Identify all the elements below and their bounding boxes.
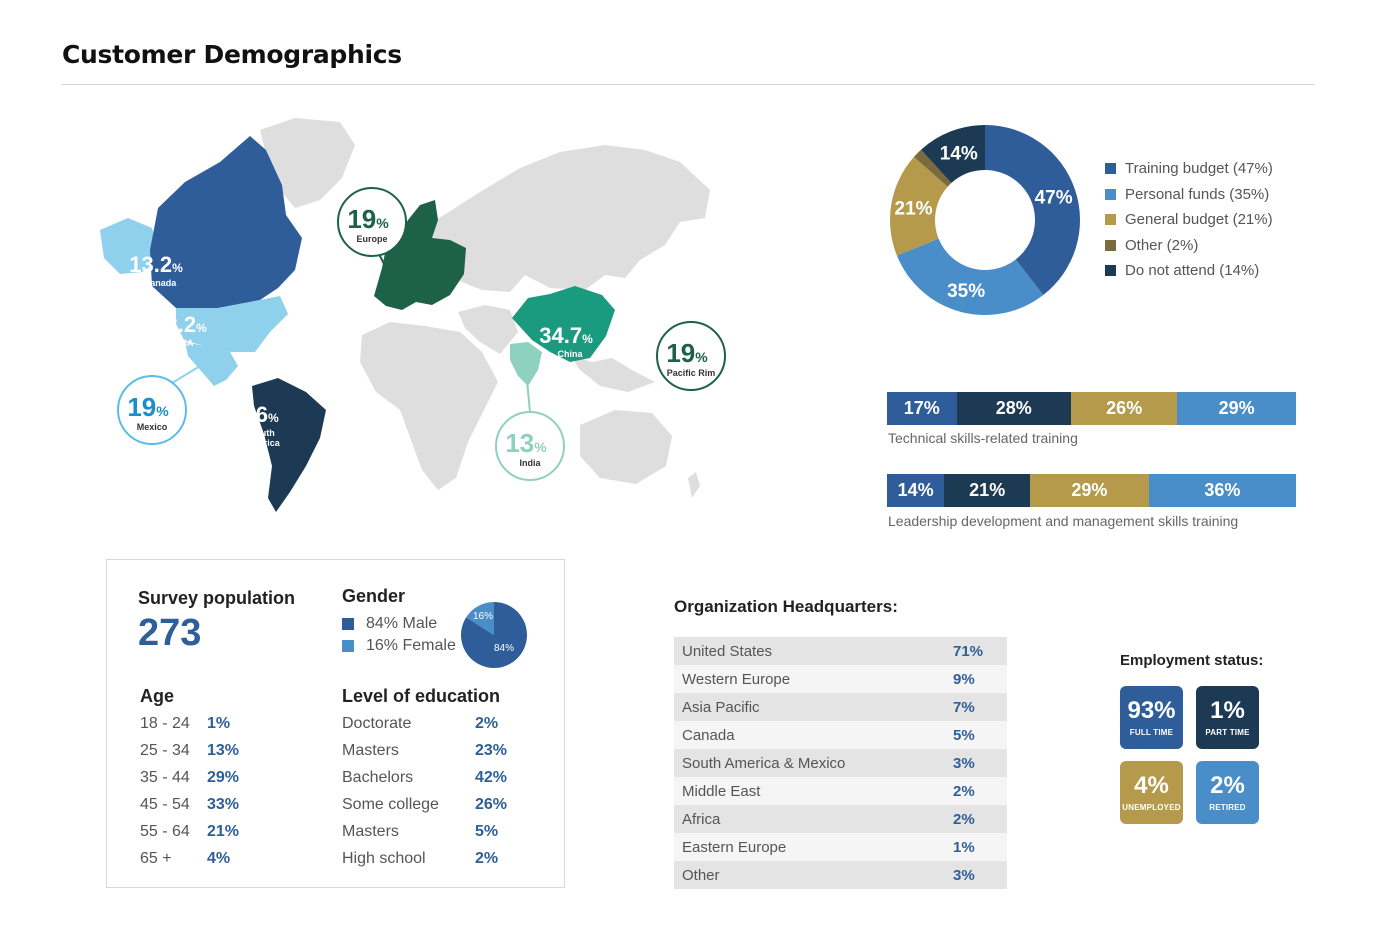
map-value-label: 7.6%: [237, 402, 279, 427]
employment-tile: [1120, 686, 1183, 749]
hq-region: Asia Pacific: [682, 698, 760, 716]
world-map: [80, 100, 760, 530]
map-value-label: 72.2%: [153, 312, 207, 337]
employment-label: RETIRED: [1209, 803, 1246, 812]
employment-value: 2%: [1210, 772, 1245, 799]
table-row: [674, 833, 1007, 861]
map-value-label: 19%: [347, 204, 389, 234]
table-row: [674, 665, 1007, 693]
stacked-bar-technical: [887, 392, 1296, 425]
legend-item: [1105, 182, 1273, 208]
title-divider: [62, 84, 1314, 85]
gender-row-female: [342, 637, 456, 655]
hq-region: Other: [682, 866, 720, 884]
hq-pct: 2%: [953, 782, 975, 800]
legend-swatch: [1105, 189, 1116, 200]
gender-pie-label: 16%: [472, 611, 494, 622]
hq-region: Western Europe: [682, 670, 791, 688]
age-row: [140, 796, 240, 814]
table-row: [674, 805, 1007, 833]
employment-tile: [1120, 761, 1183, 824]
donut-slice: [897, 239, 1043, 315]
legend-label: Do not attend (14%): [1125, 262, 1260, 280]
hq-pct: 2%: [953, 810, 975, 828]
hq-pct: 3%: [953, 754, 975, 772]
map-value-label: 19%: [666, 338, 708, 368]
age-row: [140, 715, 231, 733]
gender-title: Gender: [342, 586, 406, 606]
table-row: [674, 693, 1007, 721]
stacked-bar-segment: 21%: [944, 474, 1030, 507]
age-row: [140, 823, 240, 841]
gender-label: Male: [402, 615, 438, 632]
gender-row-male: [342, 615, 437, 633]
age-row: [140, 769, 240, 787]
hq-pct: 1%: [953, 838, 975, 856]
map-region-label: USA: [174, 338, 194, 348]
age-range: 35 - 44: [140, 769, 190, 786]
employment-label: UNEMPLOYED: [1122, 803, 1181, 812]
donut-slice-label: 47%: [1034, 187, 1073, 209]
map-value-label: 13.2%: [129, 252, 183, 277]
stacked-bar-segment: 29%: [1177, 392, 1296, 425]
land-australia: [580, 410, 672, 484]
donut-legend: [1105, 156, 1273, 284]
legend-item: [1105, 207, 1273, 233]
legend-item: [1105, 156, 1273, 182]
legend-label: Training budget (47%): [1125, 160, 1273, 178]
gender-pie-label: 84%: [493, 643, 515, 654]
page-title: Customer Demographics: [62, 40, 402, 69]
legend-label: Personal funds (35%): [1125, 185, 1270, 203]
map-region-label: South America: [244, 428, 280, 448]
stacked-bar-segment: 36%: [1149, 474, 1296, 507]
age-pct: 21%: [207, 823, 240, 840]
age-range: 18 - 24: [140, 715, 190, 732]
education-level: Bachelors: [342, 769, 414, 786]
legend-swatch: [342, 618, 354, 630]
map-region-label: Mexico: [136, 422, 168, 432]
land-se-asia: [570, 355, 655, 392]
map-value-label: 13%: [505, 428, 547, 458]
stacked-bar-segment: 17%: [887, 392, 957, 425]
employment-title: Employment status:: [1120, 652, 1264, 669]
age-pct: 1%: [207, 715, 231, 732]
education-row: [342, 769, 508, 787]
map-region-label: Canada: [143, 278, 177, 288]
education-title: Level of education: [342, 686, 501, 706]
education-level: Doctorate: [342, 715, 412, 732]
land-africa: [360, 322, 498, 490]
education-level: Masters: [342, 742, 399, 759]
education-row: [342, 742, 508, 760]
education-level: Masters: [342, 823, 399, 840]
hq-region: Canada: [682, 726, 735, 744]
hq-pct: 71%: [953, 642, 984, 660]
donut-slice-label: 14%: [939, 143, 978, 165]
hq-pct: 7%: [953, 698, 975, 716]
age-row: [140, 850, 231, 868]
employment-label: PART TIME: [1205, 728, 1250, 737]
table-row: [674, 777, 1007, 805]
legend-label: General budget (21%): [1125, 211, 1273, 229]
stacked-bar-label: Technical skills-related training: [888, 430, 1078, 446]
age-range: 55 - 64: [140, 823, 190, 840]
survey-card: [106, 559, 565, 888]
map-region-label: India: [519, 458, 541, 468]
employment-value: 4%: [1134, 772, 1169, 799]
age-range: 65 +: [140, 850, 172, 867]
age-pct: 4%: [207, 850, 231, 867]
hq-region: Eastern Europe: [682, 838, 787, 856]
table-row: [674, 637, 1007, 665]
employment-value: 1%: [1210, 697, 1245, 724]
legend-swatch: [342, 640, 354, 652]
legend-swatch: [1105, 240, 1116, 251]
stacked-bar-label: Leadership development and management skills training: [888, 513, 1239, 529]
education-row: [342, 823, 499, 841]
age-range: 25 - 34: [140, 742, 190, 759]
gender-pie: [459, 600, 529, 670]
age-range: 45 - 54: [140, 796, 190, 813]
hq-pct: 5%: [953, 726, 975, 744]
gender-pct: 16%: [366, 637, 399, 654]
education-row: [342, 850, 499, 868]
map-region-label: China: [557, 349, 583, 359]
map-region-label: Europe: [356, 234, 388, 244]
table-row: [674, 861, 1007, 889]
education-pct: 42%: [475, 769, 508, 786]
hq-pct: 9%: [953, 670, 975, 688]
education-row: [342, 715, 499, 733]
hq-table: [674, 637, 1007, 889]
table-row: [674, 721, 1007, 749]
legend-item: [1105, 233, 1273, 259]
education-level: High school: [342, 850, 426, 867]
employment-label: FULL TIME: [1129, 728, 1174, 737]
legend-item: [1105, 258, 1273, 284]
gender-pct: 84%: [366, 615, 399, 632]
stacked-bar-segment: 29%: [1030, 474, 1149, 507]
age-pct: 29%: [207, 769, 240, 786]
education-pct: 2%: [475, 850, 499, 867]
education-level: Some college: [342, 796, 439, 813]
stacked-bar-leadership: [887, 474, 1296, 507]
age-pct: 33%: [207, 796, 240, 813]
donut-slice-label: 35%: [947, 280, 986, 302]
hq-region: Middle East: [682, 782, 761, 800]
donut-slice-label: 21%: [894, 198, 933, 220]
land-new-zealand: [688, 472, 700, 498]
table-row: [674, 749, 1007, 777]
survey-population-count: 273: [138, 612, 202, 654]
age-title: Age: [140, 686, 175, 706]
legend-swatch: [1105, 163, 1116, 174]
employment-tile: [1196, 686, 1259, 749]
hq-region: South America & Mexico: [682, 754, 846, 772]
employment-tile: [1196, 761, 1259, 824]
legend-swatch: [1105, 265, 1116, 276]
stacked-bar-segment: 14%: [887, 474, 944, 507]
employment-value: 93%: [1127, 697, 1176, 724]
education-row: [342, 796, 508, 814]
stacked-bar-segment: 26%: [1071, 392, 1177, 425]
gender-label: Female: [402, 637, 456, 654]
map-value-label: 34.7%: [539, 323, 593, 348]
age-pct: 13%: [207, 742, 240, 759]
donut-chart: [880, 115, 1090, 325]
map-value-label: 19%: [127, 392, 169, 422]
hq-region: United States: [682, 642, 773, 660]
education-pct: 2%: [475, 715, 499, 732]
education-pct: 5%: [475, 823, 499, 840]
legend-swatch: [1105, 214, 1116, 225]
survey-population-label: Survey population: [138, 588, 296, 608]
hq-pct: 3%: [953, 866, 975, 884]
hq-region: Africa: [682, 810, 721, 828]
stacked-bar-segment: 28%: [957, 392, 1072, 425]
education-pct: 23%: [475, 742, 508, 759]
legend-label: Other (2%): [1125, 236, 1199, 254]
hq-title: Organization Headquarters:: [674, 597, 898, 616]
education-pct: 26%: [475, 796, 508, 813]
age-row: [140, 742, 240, 760]
map-region-label: Pacific Rim: [666, 368, 716, 378]
